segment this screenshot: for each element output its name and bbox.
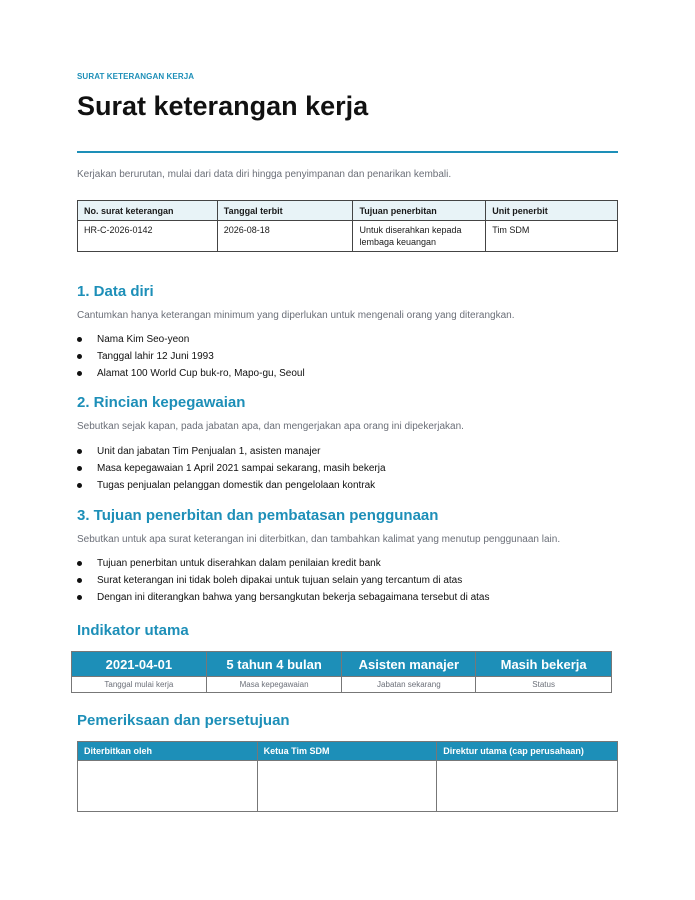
list-item (77, 445, 386, 462)
meta-value-cell: HR-C-2026-0142 (78, 221, 218, 252)
bullet-icon (77, 449, 82, 454)
approval-header-cell: Diterbitkan oleh (78, 742, 258, 761)
bullet-icon (77, 466, 82, 471)
indicator-value: 5 tahun 4 bulan (206, 652, 342, 677)
indicators-heading: Indikator utama (77, 622, 189, 639)
meta-table (77, 200, 618, 252)
document-eyebrow: SURAT KETERANGAN KERJA (77, 72, 195, 81)
list-item-text: Tanggal lahir 12 Juni 1993 (97, 351, 214, 362)
list-item (77, 574, 490, 591)
bullet-icon (77, 561, 82, 566)
bullet-icon (77, 595, 82, 600)
approval-signature-row (78, 761, 618, 812)
approval-header-cell: Direktur utama (cap perusahaan) (437, 742, 618, 761)
bullet-icon (77, 483, 82, 488)
meta-value-cell: Untuk diserahkan kepada lembaga keuangan (353, 221, 486, 252)
meta-header-cell: Unit penerbit (486, 201, 618, 221)
list-item (77, 367, 305, 384)
approval-header-row (78, 742, 618, 761)
meta-value-row (78, 221, 618, 252)
approval-table (77, 741, 618, 812)
meta-value-cell: Tim SDM (486, 221, 618, 252)
section-list (77, 445, 386, 496)
indicator-label: Tanggal mulai kerja (72, 677, 207, 693)
indicator-label: Masa kepegawaian (206, 677, 342, 693)
list-item-text: Unit dan jabatan Tim Penjualan 1, asisten manajer (97, 446, 321, 457)
section-list (77, 333, 305, 384)
meta-header-row (78, 201, 618, 221)
indicator-label-row (72, 677, 612, 693)
bullet-icon (77, 578, 82, 583)
list-item-text: Surat keterangan ini tidak boleh dipakai untuk tujuan selain yang tercantum di atas (97, 575, 463, 586)
list-item-text: Tujuan penerbitan untuk diserahkan dalam penilaian kredit bank (97, 558, 381, 569)
section-description: Sebutkan untuk apa surat keterangan ini diterbitkan, dan tambahkan kalimat yang menutup penggunaan lain. (77, 534, 561, 545)
list-item (77, 479, 386, 496)
bullet-icon (77, 337, 82, 342)
signature-box (437, 761, 618, 812)
document-title: Surat keterangan kerja (77, 91, 369, 121)
indicator-value: 2021-04-01 (72, 652, 207, 677)
bullet-icon (77, 371, 82, 376)
signature-box (78, 761, 258, 812)
section-description: Sebutkan sejak kapan, pada jabatan apa, dan mengerjakan apa orang ini dipekerjakan. (77, 421, 464, 432)
section-heading: 2. Rincian kepegawaian (77, 394, 246, 411)
indicators-table (71, 651, 612, 693)
approval-heading: Pemeriksaan dan persetujuan (77, 712, 290, 729)
approval-header-cell: Ketua Tim SDM (257, 742, 437, 761)
list-item-text: Alamat 100 World Cup buk-ro, Mapo-gu, Seoul (97, 368, 305, 379)
section-description: Cantumkan hanya keterangan minimum yang diperlukan untuk mengenali orang yang diterangkan. (77, 310, 515, 321)
list-item (77, 462, 386, 479)
indicator-label: Status (476, 677, 612, 693)
indicator-value: Masih bekerja (476, 652, 612, 677)
list-item (77, 333, 305, 350)
indicator-value: Asisten manajer (342, 652, 476, 677)
list-item-text: Dengan ini diterangkan bahwa yang bersangkutan bekerja sebagaimana tersebut di atas (97, 592, 490, 603)
list-item (77, 350, 305, 367)
section-heading: 3. Tujuan penerbitan dan pembatasan penggunaan (77, 507, 439, 524)
intro-text: Kerjakan berurutan, mulai dari data diri hingga penyimpanan dan penarikan kembali. (77, 169, 452, 180)
signature-box (257, 761, 437, 812)
indicator-label: Jabatan sekarang (342, 677, 476, 693)
list-item (77, 557, 490, 574)
list-item-text: Nama Kim Seo-yeon (97, 334, 190, 345)
list-item-text: Tugas penjualan pelanggan domestik dan pengelolaan kontrak (97, 480, 376, 491)
meta-header-cell: No. surat keterangan (78, 201, 218, 221)
meta-value-cell: 2026-08-18 (217, 221, 353, 252)
section-heading: 1. Data diri (77, 283, 154, 300)
indicator-value-row (72, 652, 612, 677)
list-item (77, 591, 490, 608)
section-list (77, 557, 490, 608)
bullet-icon (77, 354, 82, 359)
list-item-text: Masa kepegawaian 1 April 2021 sampai sekarang, masih bekerja (97, 463, 386, 474)
title-divider (77, 151, 618, 153)
meta-header-cell: Tujuan penerbitan (353, 201, 486, 221)
meta-header-cell: Tanggal terbit (217, 201, 353, 221)
